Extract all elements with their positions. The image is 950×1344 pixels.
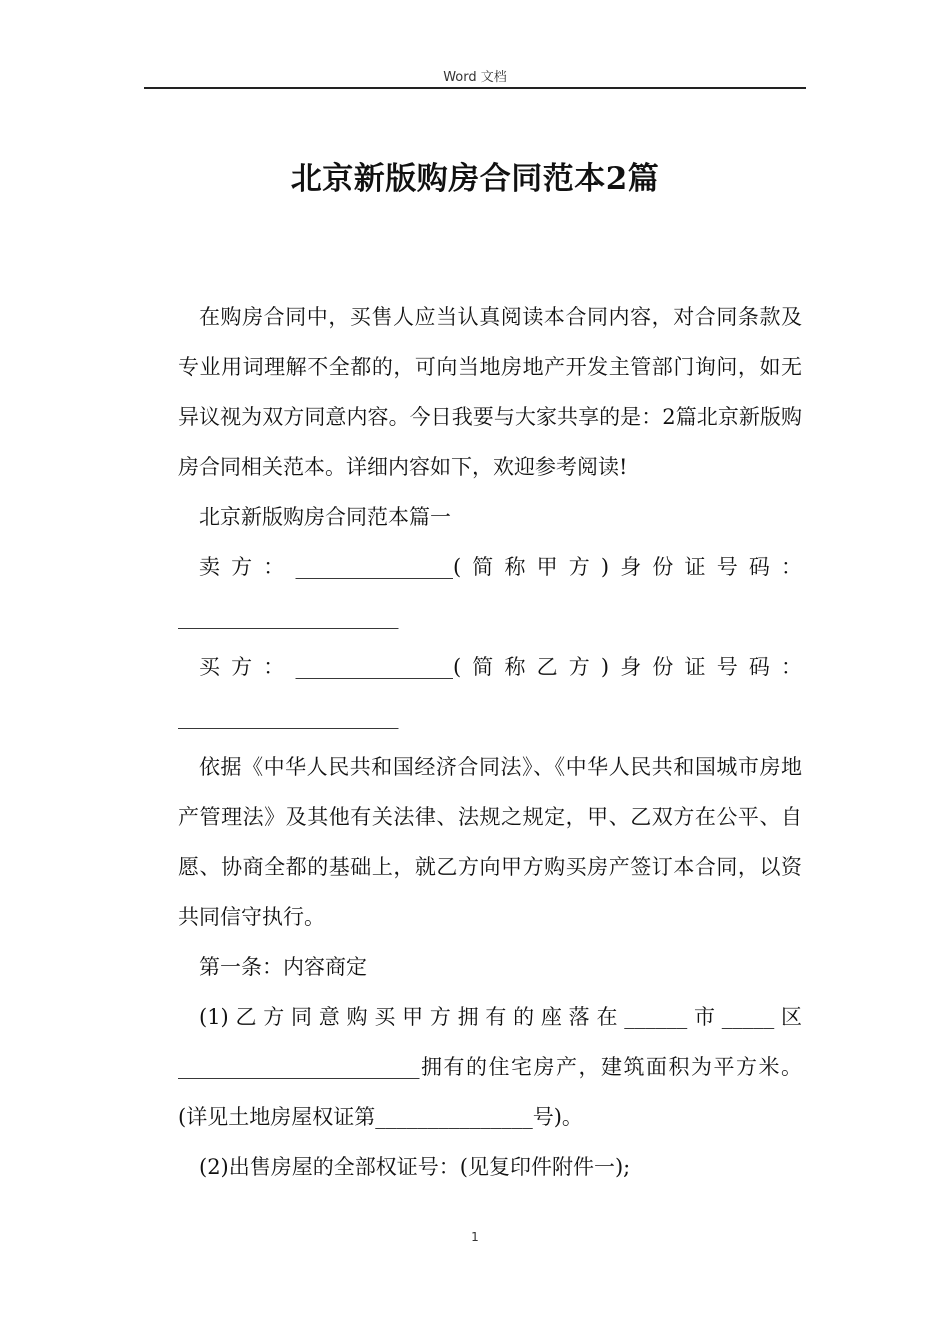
- document-title: 北京新版购房合同范本2篇: [290, 161, 660, 197]
- page-header: Word 文档: [443, 70, 507, 85]
- document-body: [178, 292, 802, 1192]
- clause-2: (2)出售房屋的全部权证号：(见复印件附件一);: [199, 1155, 631, 1179]
- header-divider: [144, 87, 806, 89]
- intro-paragraph: 在购房合同中，买售人应当认真阅读本合同内容，对合同条款及专业用词理解不全都的，可向当地房地产开发主管部门询问，如无异议视为双方同意内容。今日我要与大家共享的是：2篇北京新版购房合同相关范本。详细内容如下，欢迎参考阅读!: [178, 305, 802, 479]
- seller-line: 卖方：_______________(简称甲方)身份证号码：_____________________: [178, 555, 802, 629]
- section-heading: 北京新版购房合同范本篇一: [199, 505, 451, 529]
- page-number: 1: [471, 1230, 479, 1244]
- article-one-heading: 第一条：内容商定: [199, 955, 367, 979]
- clause-1: (1)乙方同意购买甲方拥有的座落在______市_____区_______________________拥有的住宅房产，建筑面积为平方米。(详见土地房屋权证第_______________号)。: [178, 1005, 802, 1129]
- legal-basis-paragraph: 依据《中华人民共和国经济合同法》、《中华人民共和国城市房地产管理法》及其他有关法律、法规之规定，甲、乙双方在公平、自愿、协商全都的基础上，就乙方向甲方购买房产签订本合同，以资共同信守执行。: [178, 755, 802, 929]
- buyer-line: 买方：_______________(简称乙方)身份证号码：_____________________: [178, 655, 802, 729]
